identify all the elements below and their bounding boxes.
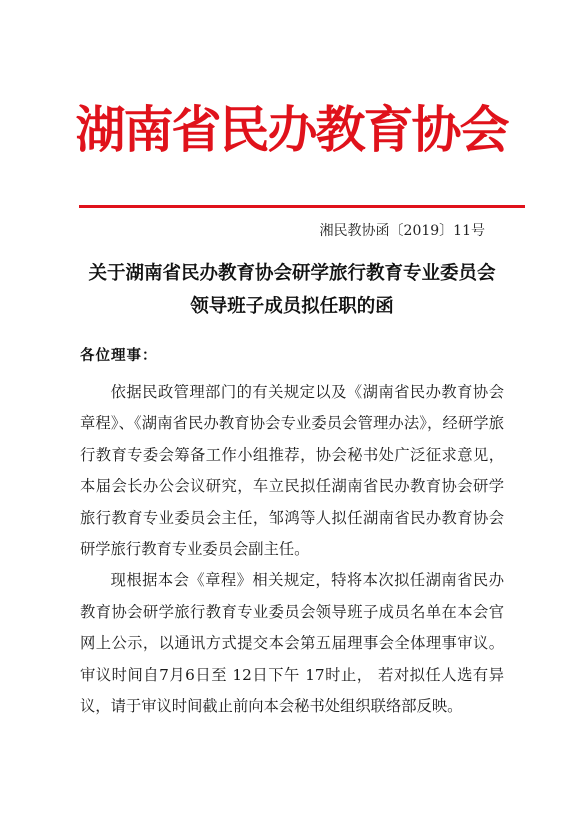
letter-body [80,377,504,722]
masthead-org-name: 湖南省民办教育协会 [75,101,508,159]
document-number: 湘民教协函〔2019〕11号 [319,223,485,239]
body-paragraph-1: 依据民政管理部门的有关规定以及《湖南省民办教育协会章程》、《湖南省民办教育协会专业委员会管理办法》，经研学旅行教育专委会筹备工作小组推荐，协会秘书处广泛征求意见，本届会长办公会议研究，车立民拟任湖南省民办教育协会研学旅行教育专业委员会主任，邹鸿等人拟任湖南省民办教育协会研学旅行教育专业委员会副主任。 [80,383,504,559]
body-paragraph-2: 现根据本会《章程》相关规定，特将本次拟任湖南省民办教育协会研学旅行教育专业委员会领导班子成员名单在本会官网上公示，以通讯方式提交本会第五届理事会全体理事审议。审议时间自7月6日至 12日下午 17时止， 若对拟任人选有异议，请于审议时间截止前向本会秘书处组织联络部反映。 [80,571,504,716]
masthead-red-rule [79,205,525,208]
salutation: 各位理事： [80,348,158,364]
document-title: 关于湖南省民办教育协会研学旅行教育专业委员会领导班子成员拟任职的函 [88,263,496,317]
